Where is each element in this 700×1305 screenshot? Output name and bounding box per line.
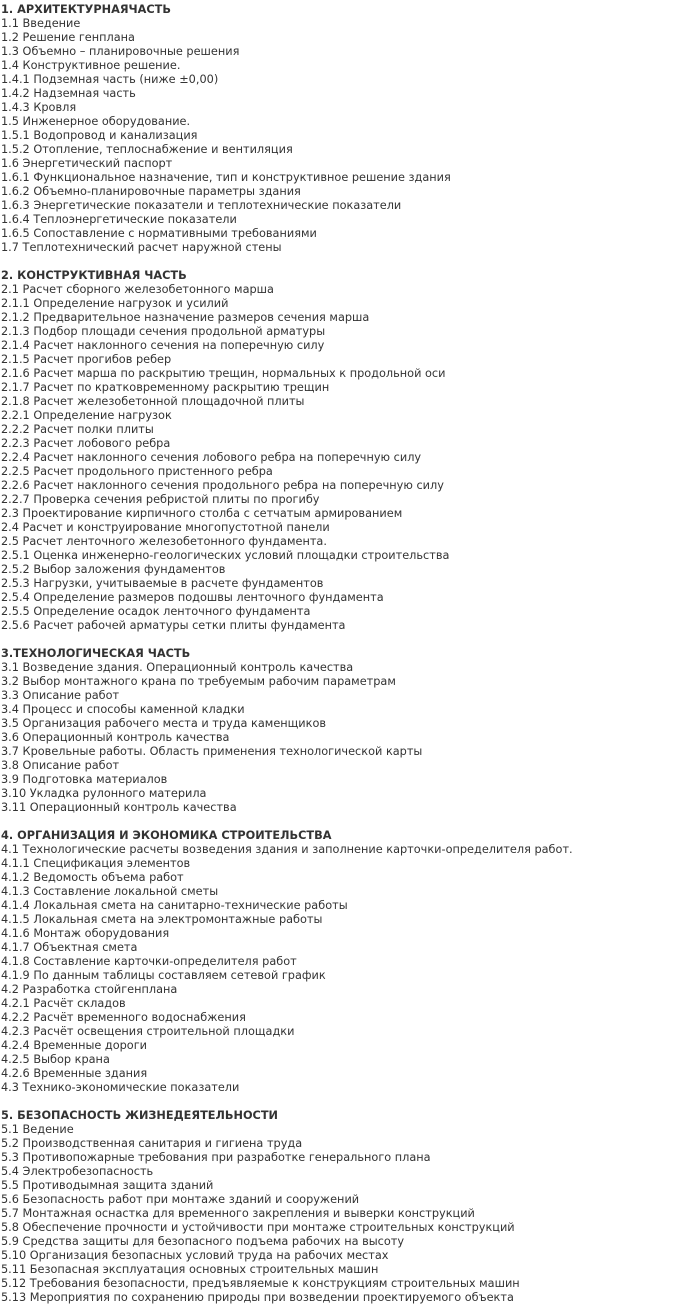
toc-item: 1.6.4 Теплоэнергетические показатели — [1, 213, 237, 226]
toc-item: 2.5.5 Определение осадок ленточного фундамента — [1, 605, 311, 618]
toc-section — [1, 269, 691, 633]
toc-item: 1.3 Объемно – планировочные решения — [1, 45, 240, 58]
toc-item: 2.5.1 Оценка инженерно-геологических условий площадки строительства — [1, 549, 450, 562]
table-of-contents — [1, 3, 691, 1305]
toc-section — [1, 829, 691, 1095]
toc-item: 3.10 Укладка рулонного материла — [1, 787, 207, 800]
section-title: 3.ТЕХНОЛОГИЧЕСКАЯ ЧАСТЬ — [1, 647, 191, 660]
toc-item: 2.1.5 Расчет прогибов ребер — [1, 353, 172, 366]
toc-item: 1.6.5 Сопоставление с нормативными требованиями — [1, 227, 317, 240]
toc-item: 4.1.7 Объектная смета — [1, 941, 138, 954]
toc-item: 4.1.4 Локальная смета на санитарно-технические работы — [1, 899, 348, 912]
toc-item: 2.1.3 Подбор площади сечения продольной арматуры — [1, 325, 326, 338]
toc-item: 2.5.4 Определение размеров подошвы ленточного фундамента — [1, 591, 384, 604]
toc-item: 4.2.2 Расчёт временного водоснабжения — [1, 1011, 246, 1024]
toc-item: 4.1.6 Монтаж оборудования — [1, 927, 170, 940]
toc-item: 1.1 Введение — [1, 17, 81, 30]
toc-item: 1.4.1 Подземная часть (ниже ±0,00) — [1, 73, 219, 86]
toc-item: 2.5 Расчет ленточного железобетонного фундамента. — [1, 535, 327, 548]
toc-item: 3.11 Операционный контроль качества — [1, 801, 237, 814]
toc-item: 3.3 Описание работ — [1, 689, 120, 702]
toc-item: 4.2.4 Временные дороги — [1, 1039, 147, 1052]
toc-item: 2.5.2 Выбор заложения фундаментов — [1, 563, 226, 576]
section-title: 4. ОРГАНИЗАЦИЯ И ЭКОНОМИКА СТРОИТЕЛЬСТВА — [1, 829, 332, 842]
toc-item: 2.1.8 Расчет железобетонной площадочной плиты — [1, 395, 305, 408]
section-title: 5. БЕЗОПАСНОСТЬ ЖИЗНЕДЕЯТЕЛЬНОСТИ — [1, 1109, 279, 1122]
toc-item: 3.8 Описание работ — [1, 759, 120, 772]
toc-item: 5.8 Обеспечение прочности и устойчивости при монтаже строительных конструкций — [1, 1221, 515, 1234]
toc-item: 5.5 Противодымная защита зданий — [1, 1179, 214, 1192]
toc-item: 4.3 Технико-экономические показатели — [1, 1081, 240, 1094]
toc-item: 2.1.7 Расчет по кратковременному раскрытию трещин — [1, 381, 330, 394]
toc-item: 3.2 Выбор монтажного крана по требуемым рабочим параметрам — [1, 675, 396, 688]
toc-item: 3.5 Организация рабочего места и труда каменщиков — [1, 717, 327, 730]
toc-item: 4.1.9 По данным таблицы составляем сетевой график — [1, 969, 326, 982]
toc-item: 2.1 Расчет сборного железобетонного марша — [1, 283, 274, 296]
toc-item: 2.2.4 Расчет наклонного сечения лобового ребра на поперечную силу — [1, 451, 422, 464]
toc-item: 3.6 Операционный контроль качества — [1, 731, 230, 744]
toc-item: 2.5.3 Нагрузки, учитываемые в расчете фундаментов — [1, 577, 324, 590]
toc-item: 5.7 Монтажная оснастка для временного закрепления и выверки конструкций — [1, 1207, 475, 1220]
toc-item: 1.5 Инженерное оборудование. — [1, 115, 191, 128]
toc-item: 2.4 Расчет и конструирование многопустотной панели — [1, 521, 330, 534]
toc-item: 2.2.2 Расчет полки плиты — [1, 423, 154, 436]
toc-item: 4.1.3 Составление локальной сметы — [1, 885, 219, 898]
toc-item: 2.5.6 Расчет рабочей арматуры сетки плиты фундамента — [1, 619, 346, 632]
toc-item: 5.4 Электробезопасность — [1, 1165, 154, 1178]
toc-item: 4.2.6 Временные здания — [1, 1067, 148, 1080]
toc-section — [1, 1109, 691, 1305]
section-title: 2. КОНСТРУКТИВНАЯ ЧАСТЬ — [1, 269, 187, 282]
toc-item: 5.12 Требования безопасности, предъявляемые к конструкциям строительных машин — [1, 1277, 520, 1290]
toc-item: 1.6.2 Объемно-планировочные параметры здания — [1, 185, 301, 198]
toc-section — [1, 3, 691, 255]
toc-item: 1.5.1 Водопровод и канализация — [1, 129, 198, 142]
toc-item: 2.2.7 Проверка сечения ребристой плиты по прогибу — [1, 493, 320, 506]
toc-item: 1.7 Теплотехнический расчет наружной стены — [1, 241, 282, 254]
toc-item: 5.10 Организация безопасных условий труда на рабочих местах — [1, 1249, 389, 1262]
toc-item: 3.4 Процесс и способы каменной кладки — [1, 703, 245, 716]
toc-item: 1.4.3 Кровля — [1, 101, 77, 114]
toc-item: 4.1.8 Составление карточки-определителя работ — [1, 955, 297, 968]
toc-item: 5.6 Безопасность работ при монтаже зданий и сооружений — [1, 1193, 360, 1206]
toc-item: 5.3 Противопожарные требования при разработке генерального плана — [1, 1151, 431, 1164]
toc-item: 1.2 Решение генплана — [1, 31, 135, 44]
toc-item: 4.2.5 Выбор крана — [1, 1053, 110, 1066]
toc-item: 1.4.2 Надземная часть — [1, 87, 136, 100]
section-title: 1. АРХИТЕКТУРНАЯЧАСТЬ — [1, 3, 171, 16]
toc-item: 3.1 Возведение здания. Операционный контроль качества — [1, 661, 354, 674]
toc-section — [1, 647, 691, 815]
toc-item: 2.3 Проектирование кирпичного столба с сетчатым армированием — [1, 507, 403, 520]
toc-item: 2.2.5 Расчет продольного пристенного ребра — [1, 465, 273, 478]
toc-item: 1.6 Энергетический паспорт — [1, 157, 173, 170]
toc-item: 1.6.1 Функциональное назначение, тип и конструктивное решение здания — [1, 171, 451, 184]
toc-item: 3.7 Кровельные работы. Область применения технологической карты — [1, 745, 423, 758]
toc-item: 2.1.6 Расчет марша по раскрытию трещин, нормальных к продольной оси — [1, 367, 446, 380]
toc-item: 4.2.3 Расчёт освещения строительной площадки — [1, 1025, 295, 1038]
toc-item: 2.2.6 Расчет наклонного сечения продольного ребра на поперечную силу — [1, 479, 444, 492]
toc-item: 5.13 Мероприятия по сохранению природы при возведении проектируемого объекта — [1, 1291, 514, 1304]
toc-item: 4.2.1 Расчёт складов — [1, 997, 126, 1010]
toc-item: 4.1.5 Локальная смета на электромонтажные работы — [1, 913, 323, 926]
toc-item: 5.1 Ведение — [1, 1123, 74, 1136]
toc-item: 2.1.4 Расчет наклонного сечения на поперечную силу — [1, 339, 325, 352]
toc-item: 2.1.2 Предварительное назначение размеров сечения марша — [1, 311, 370, 324]
toc-item: 4.1.1 Спецификация элементов — [1, 857, 191, 870]
toc-item: 5.11 Безопасная эксплуатация основных строительных машин — [1, 1263, 379, 1276]
toc-item: 1.6.3 Энергетические показатели и теплотехнические показатели — [1, 199, 402, 212]
toc-item: 4.2 Разработка стойгенплана — [1, 983, 178, 996]
toc-item: 4.1.2 Ведомость объема работ — [1, 871, 184, 884]
toc-item: 1.4 Конструктивное решение. — [1, 59, 181, 72]
toc-item: 2.2.1 Определение нагрузок — [1, 409, 172, 422]
toc-item: 5.2 Производственная санитария и гигиена труда — [1, 1137, 303, 1150]
toc-item: 3.9 Подготовка материалов — [1, 773, 168, 786]
toc-item: 4.1 Технологические расчеты возведения здания и заполнение карточки-определителя работ. — [1, 843, 573, 856]
toc-item: 1.5.2 Отопление, теплоснабжение и вентиляция — [1, 143, 293, 156]
toc-item: 2.2.3 Расчет лобового ребра — [1, 437, 171, 450]
toc-item: 5.9 Средства защиты для безопасного подъема рабочих на высоту — [1, 1235, 405, 1248]
toc-item: 2.1.1 Определение нагрузок и усилий — [1, 297, 229, 310]
